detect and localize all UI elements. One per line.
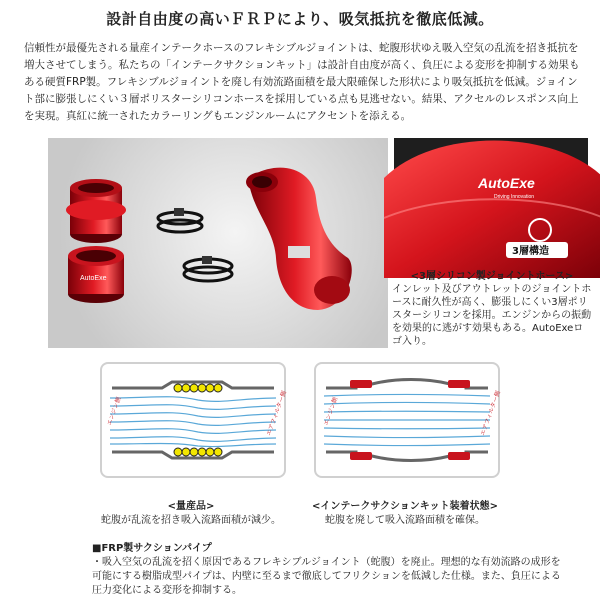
diagram-kit-caption [300,500,510,528]
svg-text:AutoExe: AutoExe [80,275,107,282]
hose-closeup-art [394,138,588,266]
closeup-caption: <3層シリコン製ジョイントホース> [410,271,574,282]
diagram-stock-art [102,364,289,476]
hose-closeup-photo [394,138,588,266]
engine-side-label: エンジン側 [105,396,123,427]
diagram-kit [314,362,503,478]
frp-suction-pipe [246,168,352,310]
autoexe-logo-sub: Driving Innovation [494,194,535,200]
filter-side-label: エアフィルター側 [479,389,503,437]
callout-label: 3層構造 [512,246,549,257]
engine-side-label: エンジン側 [322,396,340,427]
hose-clamps [158,208,232,281]
joint-hose-bulged [66,179,126,243]
intro-paragraph: 信頼性が最優先される量産インテークホースのフレキシブルジョイントは、蛇腹形状ゆえ吸入空気の乱流を招き抵抗を増大させてしまう。私たちの「インテークサクションキット」は設計自由度が高く、負圧による変形を抑制する効果もある硬質FRP製。フレキシブルジョイントを廃し有効流路面積を最大限確保した形状により吸気抵抗を低減。ジョイント部に膨張しにくい３層ポリスターシリコンホースを採用している点も見逃せない。結果、アクセルのレスポンス向上を実現。真紅に統一されたカラーリングもエンジンルームにアクセントを添える。 [24,42,580,122]
closeup-description [392,270,592,348]
product-photo [48,138,388,348]
filter-side-label: エアフィルター側 [265,389,289,437]
diagram-stock-title: <量産品> [167,501,215,512]
accordion-bellows [174,384,222,456]
diagram-stock-body: 蛇腹が乱流を招き吸入流路面積が減少。 [101,515,281,526]
closeup-body: インレット及びアウトレットのジョイントホースに耐久性が高く、膨張しにくい3層ポリスターシリコンを採用。エンジンからの振動を効果的に逃がす効果もある。AutoExeロゴ入り。 [392,284,592,347]
airflow-lines [110,397,276,447]
autoexe-logo: AutoExe [478,175,535,191]
frp-body: ・吸入空気の乱流を招く原因であるフレキシブルジョイント（蛇腹）を廃止。理想的な有効流路の成形を可能にする樹脂成型パイプは、内壁に至るまで徹底してフリクションを低減した仕様。また、負圧による圧力変化による変形を抑制する。 [92,557,561,596]
diagram-kit-art [316,364,503,476]
frp-section [92,542,562,598]
diagram-kit-body: 蛇腹を廃して吸入流路面積を確保。 [325,515,485,526]
airflow-lines [324,395,490,446]
page-title: 設計自由度の高いＦＲＰにより、吸気抵抗を徹底低減。 [106,10,494,28]
product-photo-art [48,138,388,348]
diagram-stock-caption [86,500,296,528]
frp-heading: ■FRP製サクションパイプ [92,543,212,554]
diagram-stock [100,362,289,478]
joint-hose-short [68,246,124,303]
diagram-kit-title: <インテークサクションキット装着状態> [312,501,498,512]
